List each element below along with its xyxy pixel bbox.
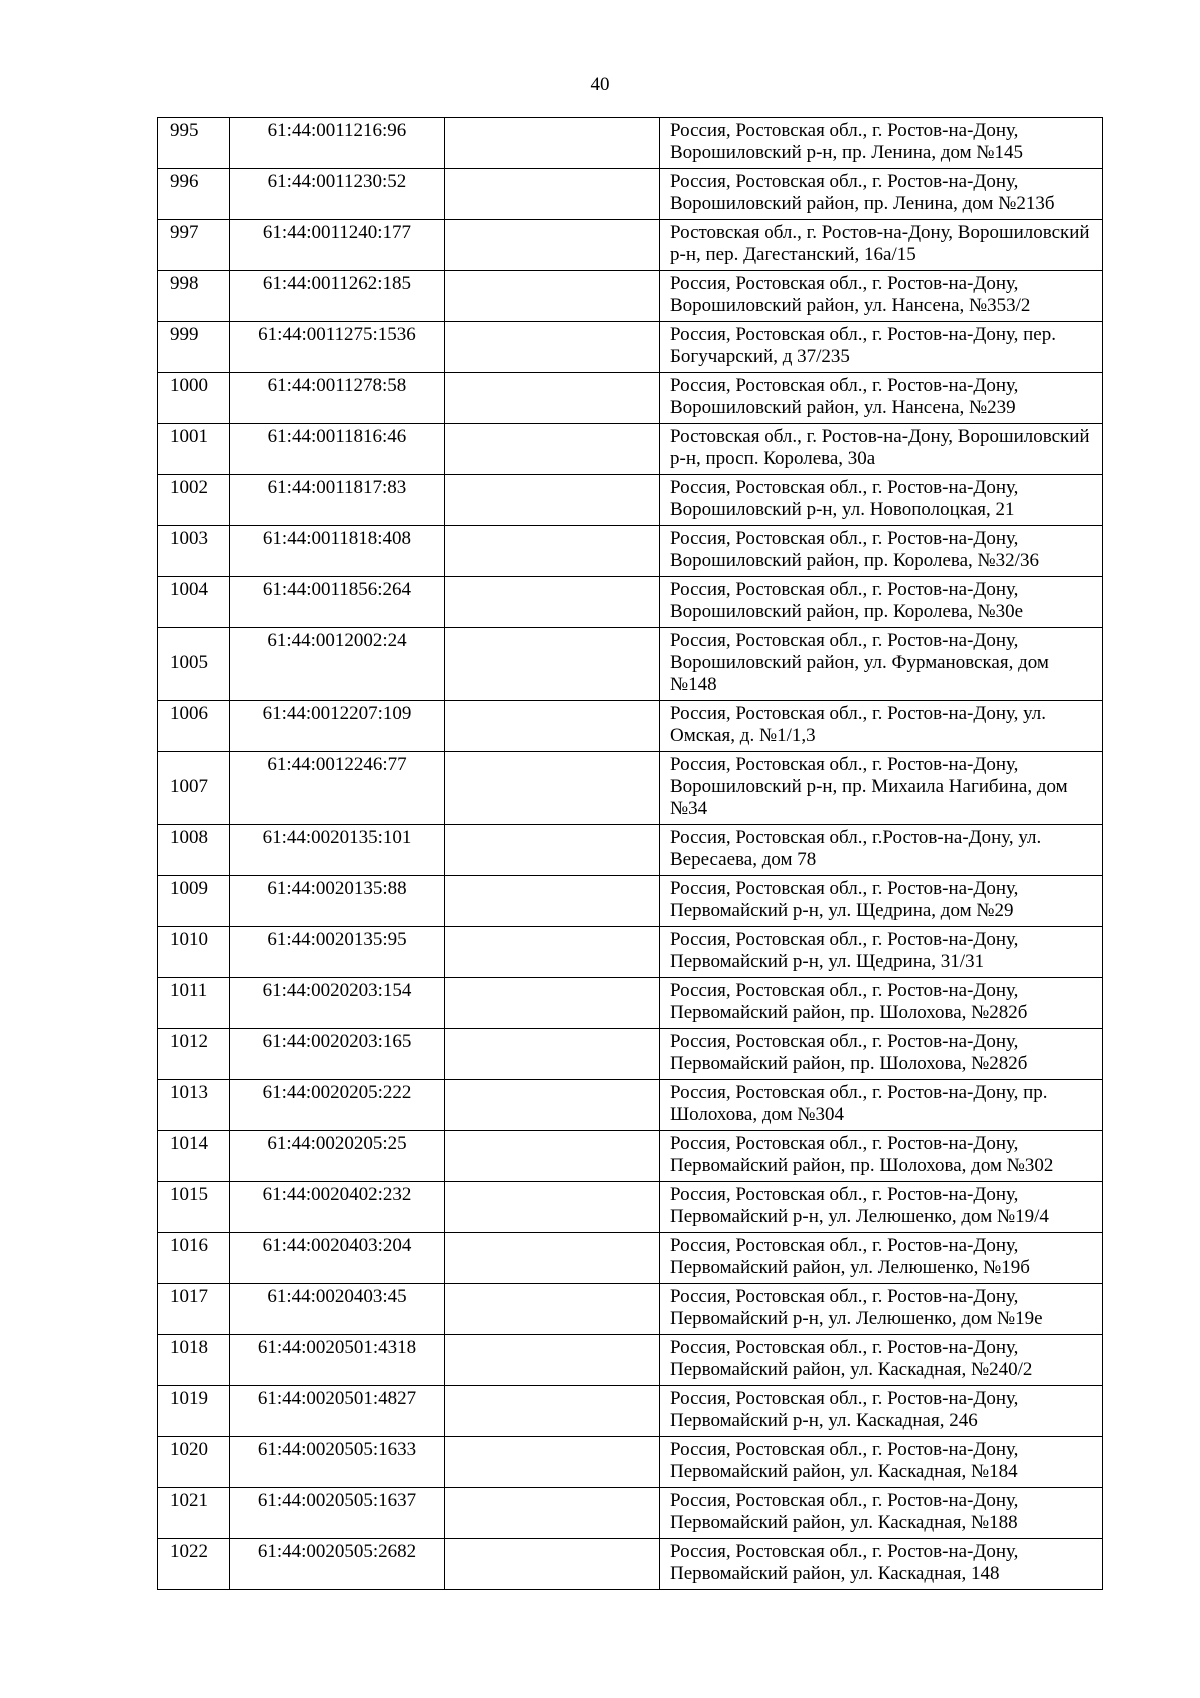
table-row [158, 577, 1103, 628]
row-number-cell: 1014 [158, 1131, 230, 1182]
empty-cell [445, 424, 660, 475]
cadastral-number-cell: 61:44:0020505:1633 [230, 1437, 445, 1488]
row-number-cell: 1009 [158, 876, 230, 927]
address-cell: Россия, Ростовская обл., г. Ростов-на-Дону, Ворошиловский район, ул. Нансена, №239 [660, 373, 1103, 424]
table-row [158, 1284, 1103, 1335]
empty-cell [445, 322, 660, 373]
cadastral-number-cell: 61:44:0020205:222 [230, 1080, 445, 1131]
empty-cell [445, 1182, 660, 1233]
cadastral-number-cell: 61:44:0011240:177 [230, 220, 445, 271]
row-number-cell: 1010 [158, 927, 230, 978]
address-cell: Россия, Ростовская обл., г. Ростов-на-Дону, Первомайский район, ул. Каскадная, №188 [660, 1488, 1103, 1539]
row-number-cell: 1017 [158, 1284, 230, 1335]
table-row [158, 752, 1103, 825]
empty-cell [445, 876, 660, 927]
cadastral-number-cell: 61:44:0020505:1637 [230, 1488, 445, 1539]
row-number-cell: 999 [158, 322, 230, 373]
address-cell: Россия, Ростовская обл., г. Ростов-на-Дону, Ворошиловский район, пр. Королева, №32/36 [660, 526, 1103, 577]
address-cell: Россия, Ростовская обл., г. Ростов-на-Дону, Первомайский район, пр. Шолохова, №282б [660, 1029, 1103, 1080]
empty-cell [445, 1233, 660, 1284]
table-row [158, 978, 1103, 1029]
cadastral-number-cell: 61:44:0011275:1536 [230, 322, 445, 373]
address-cell: Россия, Ростовская обл., г. Ростов-на-Дону, Первомайский р-н, ул. Каскадная, 246 [660, 1386, 1103, 1437]
cadastral-number-cell: 61:44:0020501:4318 [230, 1335, 445, 1386]
empty-cell [445, 526, 660, 577]
address-cell: Россия, Ростовская обл., г. Ростов-на-Дону, Первомайский район, пр. Шолохова, дом №302 [660, 1131, 1103, 1182]
cadastral-number-cell: 61:44:0020135:88 [230, 876, 445, 927]
cadastral-number-cell: 61:44:0011816:46 [230, 424, 445, 475]
table-row [158, 322, 1103, 373]
cadastral-number-cell: 61:44:0020403:45 [230, 1284, 445, 1335]
address-cell: Россия, Ростовская обл., г. Ростов-на-Дону, Первомайский р-н, ул. Щедрина, 31/31 [660, 927, 1103, 978]
address-cell: Россия, Ростовская обл., г. Ростов-на-Дону, пр. Шолохова, дом №304 [660, 1080, 1103, 1131]
address-cell: Россия, Ростовская обл., г. Ростов-на-Дону, Первомайский р-н, ул. Лелюшенко, дом №19е [660, 1284, 1103, 1335]
cadastral-number-cell: 61:44:0012002:24 [230, 628, 445, 701]
address-cell: Россия, Ростовская обл., г. Ростов-на-Дону, Первомайский район, пр. Шолохова, №282б [660, 978, 1103, 1029]
empty-cell [445, 628, 660, 701]
address-cell: Россия, Ростовская обл., г. Ростов-на-Дону, Ворошиловский р-н, ул. Новополоцкая, 21 [660, 475, 1103, 526]
address-cell: Россия, Ростовская обл., г. Ростов-на-Дону, Первомайский район, ул. Каскадная, №184 [660, 1437, 1103, 1488]
empty-cell [445, 1386, 660, 1437]
address-cell: Россия, Ростовская обл., г. Ростов-на-Дону, Первомайский р-н, ул. Лелюшенко, дом №19/4 [660, 1182, 1103, 1233]
address-cell: Россия, Ростовская обл., г. Ростов-на-Дону, пер. Богучарский, д 37/235 [660, 322, 1103, 373]
table-row [158, 1182, 1103, 1233]
empty-cell [445, 475, 660, 526]
row-number-cell: 1021 [158, 1488, 230, 1539]
row-number-cell: 1018 [158, 1335, 230, 1386]
row-number-cell: 996 [158, 169, 230, 220]
cadastral-number-cell: 61:44:0020501:4827 [230, 1386, 445, 1437]
cadastral-number-cell: 61:44:0011262:185 [230, 271, 445, 322]
address-cell: Россия, Ростовская обл., г. Ростов-на-Дону, Ворошиловский район, ул. Фурмановская, дом №148 [660, 628, 1103, 701]
table-body [158, 118, 1103, 1590]
row-number-cell: 1016 [158, 1233, 230, 1284]
address-cell: Ростовская обл., г. Ростов-на-Дону, Ворошиловский р-н, пер. Дагестанский, 16а/15 [660, 220, 1103, 271]
cadastral-number-cell: 61:44:0020203:165 [230, 1029, 445, 1080]
row-number-cell: 1004 [158, 577, 230, 628]
table-row [158, 373, 1103, 424]
table-row [158, 927, 1103, 978]
table-row [158, 526, 1103, 577]
row-number-cell: 1020 [158, 1437, 230, 1488]
row-number-cell: 1005 [158, 628, 230, 701]
row-number-cell: 1001 [158, 424, 230, 475]
table-row [158, 825, 1103, 876]
empty-cell [445, 1080, 660, 1131]
address-cell: Россия, Ростовская обл., г. Ростов-на-Дону, ул. Омская, д. №1/1,3 [660, 701, 1103, 752]
cadastral-number-cell: 61:44:0020402:232 [230, 1182, 445, 1233]
empty-cell [445, 978, 660, 1029]
row-number-cell: 1012 [158, 1029, 230, 1080]
cadastral-number-cell: 61:44:0012246:77 [230, 752, 445, 825]
page-number: 40 [590, 74, 610, 95]
address-cell: Россия, Ростовская обл., г. Ростов-на-Дону, Ворошиловский район, ул. Нансена, №353/2 [660, 271, 1103, 322]
empty-cell [445, 373, 660, 424]
cadastral-number-cell: 61:44:0012207:109 [230, 701, 445, 752]
cadastral-number-cell: 61:44:0020205:25 [230, 1131, 445, 1182]
cadastral-number-cell: 61:44:0011856:264 [230, 577, 445, 628]
empty-cell [445, 1539, 660, 1590]
cadastral-number-cell: 61:44:0020135:95 [230, 927, 445, 978]
table-row [158, 1131, 1103, 1182]
table-row [158, 1233, 1103, 1284]
empty-cell [445, 752, 660, 825]
row-number-cell: 1015 [158, 1182, 230, 1233]
row-number-cell: 995 [158, 118, 230, 169]
empty-cell [445, 271, 660, 322]
empty-cell [445, 927, 660, 978]
empty-cell [445, 1131, 660, 1182]
cadastral-number-cell: 61:44:0011216:96 [230, 118, 445, 169]
cadastral-number-cell: 61:44:0011230:52 [230, 169, 445, 220]
table-row [158, 1080, 1103, 1131]
empty-cell [445, 1488, 660, 1539]
empty-cell [445, 1284, 660, 1335]
row-number-cell: 1008 [158, 825, 230, 876]
empty-cell [445, 169, 660, 220]
empty-cell [445, 1437, 660, 1488]
empty-cell [445, 1029, 660, 1080]
empty-cell [445, 1335, 660, 1386]
table-row [158, 1539, 1103, 1590]
cadastral-number-cell: 61:44:0020505:2682 [230, 1539, 445, 1590]
cadastral-number-cell: 61:44:0020135:101 [230, 825, 445, 876]
row-number-cell: 1013 [158, 1080, 230, 1131]
cadastral-number-cell: 61:44:0020203:154 [230, 978, 445, 1029]
address-cell: Ростовская обл., г. Ростов-на-Дону, Ворошиловский р-н, просп. Королева, 30а [660, 424, 1103, 475]
land-plots-table [157, 117, 1103, 1590]
table-row [158, 701, 1103, 752]
table-row [158, 1335, 1103, 1386]
row-number-cell: 1000 [158, 373, 230, 424]
address-cell: Россия, Ростовская обл., г. Ростов-на-Дону, Ворошиловский район, пр. Королева, №30е [660, 577, 1103, 628]
address-cell: Россия, Ростовская обл., г. Ростов-на-Дону, Первомайский район, ул. Каскадная, 148 [660, 1539, 1103, 1590]
cadastral-number-cell: 61:44:0020403:204 [230, 1233, 445, 1284]
address-cell: Россия, Ростовская обл., г. Ростов-на-Дону, Ворошиловский район, пр. Ленина, дом №213б [660, 169, 1103, 220]
row-number-cell: 1007 [158, 752, 230, 825]
address-cell: Россия, Ростовская обл., г. Ростов-на-Дону, Первомайский р-н, ул. Щедрина, дом №29 [660, 876, 1103, 927]
address-cell: Россия, Ростовская обл., г. Ростов-на-Дону, Ворошиловский р-н, пр. Михаила Нагибина, дом №34 [660, 752, 1103, 825]
empty-cell [445, 577, 660, 628]
table-row [158, 1488, 1103, 1539]
address-cell: Россия, Ростовская обл., г. Ростов-на-Дону, Первомайский район, ул. Каскадная, №240/2 [660, 1335, 1103, 1386]
cadastral-number-cell: 61:44:0011278:58 [230, 373, 445, 424]
table-row [158, 1029, 1103, 1080]
table-row [158, 424, 1103, 475]
empty-cell [445, 825, 660, 876]
row-number-cell: 1019 [158, 1386, 230, 1437]
empty-cell [445, 701, 660, 752]
row-number-cell: 1022 [158, 1539, 230, 1590]
cadastral-number-cell: 61:44:0011817:83 [230, 475, 445, 526]
address-cell: Россия, Ростовская обл., г. Ростов-на-Дону, Первомайский район, ул. Лелюшенко, №19б [660, 1233, 1103, 1284]
table-row [158, 628, 1103, 701]
empty-cell [445, 220, 660, 271]
row-number-cell: 998 [158, 271, 230, 322]
table-row [158, 169, 1103, 220]
row-number-cell: 1003 [158, 526, 230, 577]
row-number-cell: 1006 [158, 701, 230, 752]
row-number-cell: 1011 [158, 978, 230, 1029]
table-row [158, 876, 1103, 927]
table-row [158, 1437, 1103, 1488]
table-row [158, 475, 1103, 526]
address-cell: Россия, Ростовская обл., г. Ростов-на-Дону, Ворошиловский р-н, пр. Ленина, дом №145 [660, 118, 1103, 169]
empty-cell [445, 118, 660, 169]
row-number-cell: 1002 [158, 475, 230, 526]
table-row [158, 1386, 1103, 1437]
address-cell: Россия, Ростовская обл., г.Ростов-на-Дону, ул. Вересаева, дом 78 [660, 825, 1103, 876]
table-row [158, 118, 1103, 169]
cadastral-number-cell: 61:44:0011818:408 [230, 526, 445, 577]
row-number-cell: 997 [158, 220, 230, 271]
table-row [158, 271, 1103, 322]
table-row [158, 220, 1103, 271]
